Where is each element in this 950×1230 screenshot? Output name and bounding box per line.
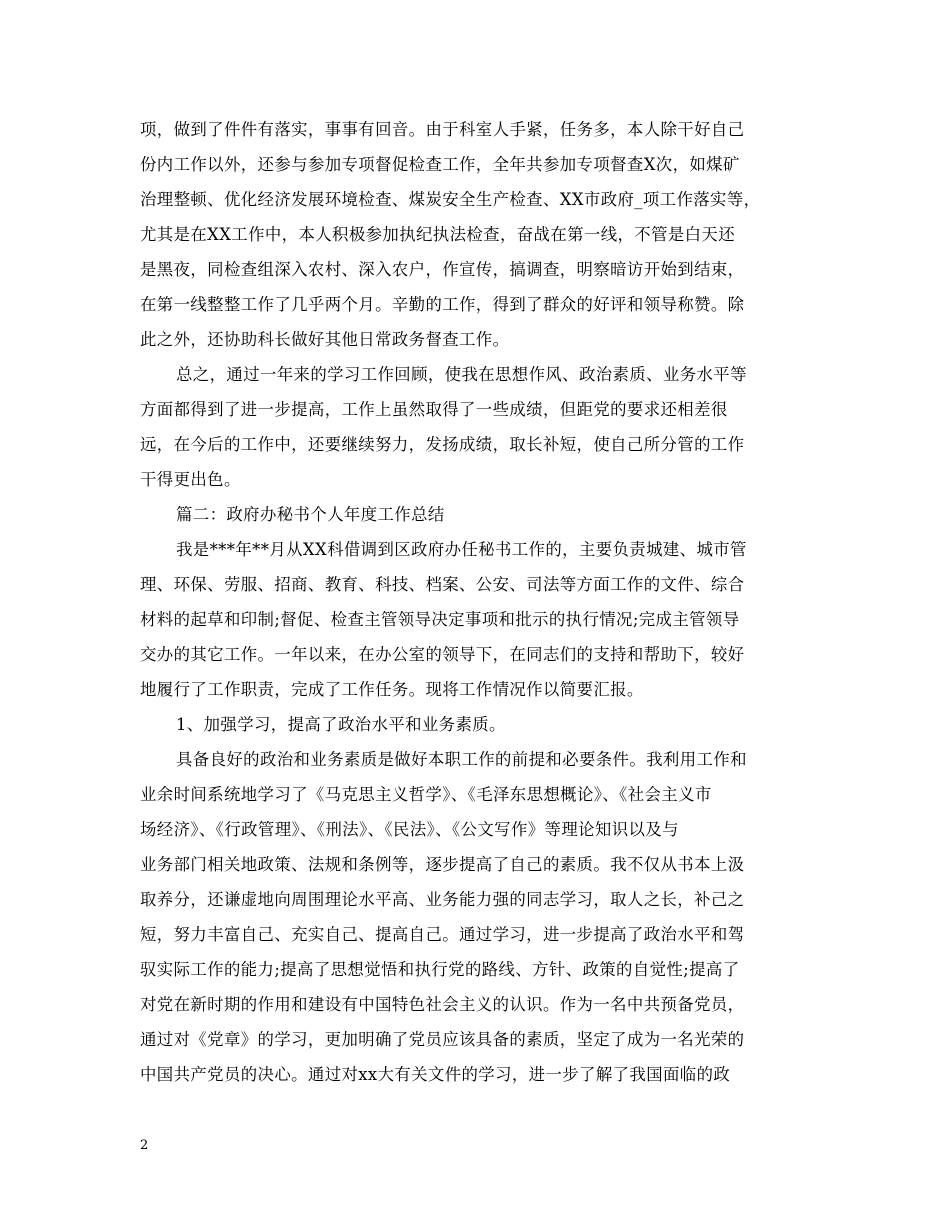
body-text: [140, 112, 820, 1092]
text-line: 远，在今后的工作中，还要继续努力，发扬成绩，取长补短，使自己所分管的工作: [140, 435, 745, 454]
text-line: 治理整顿、优化经济发展环境检查、煤炭安全生产检查、XX市政府_项工作落实等，: [140, 190, 761, 209]
text-line: 1、加强学习，提高了政治水平和业务素质。: [176, 715, 506, 734]
text-line: 取养分，还谦虚地向周围理论水平高、业务能力强的同志学习，取人之长，补己之: [140, 890, 745, 909]
text-line: 业务部门相关地政策、法规和条例等，逐步提高了自己的素质。我不仅从书本上汲: [140, 855, 745, 874]
text-line: 干得更出色。: [140, 470, 241, 489]
text-line: 篇二：政府办秘书个人年度工作总结: [176, 505, 445, 524]
text-line: 我是***年**月从XX科借调到区政府办任秘书工作的，主要负责城建、城市管: [176, 540, 747, 559]
text-line: 场经济》、《行政管理》、《刑法》、《民法》、《公文写作》等理论知识以及与: [140, 820, 679, 839]
text-line: 具备良好的政治和业务素质是做好本职工作的前提和必要条件。我利用工作和: [176, 750, 747, 769]
page-number: 2: [140, 1138, 149, 1153]
text-line: 对党在新时期的作用和建设有中国特色社会主义的认识。作为一名中共预备党员，: [140, 995, 745, 1014]
text-line: 份内工作以外，还参与参加专项督促检查工作，全年共参加专项督查X次，如煤矿: [140, 155, 740, 174]
text-line: 材料的起草和印制;督促、检查主管领导决定事项和批示的执行情况;完成主管领导: [140, 610, 740, 629]
text-line: 地履行了工作职责，完成了工作任务。现将工作情况作以简要汇报。: [140, 680, 644, 699]
text-line: 业余时间系统地学习了《马克思主义哲学》、《毛泽东思想概论》、《社会主义市: [140, 785, 712, 804]
text-line: 此之外，还协助科长做好其他日常政务督查工作。: [140, 330, 510, 349]
text-line: 短，努力丰富自己、充实自己、提高自己。通过学习，进一步提高了政治水平和驾: [140, 925, 745, 944]
text-line: 通过对《党章》的学习，更加明确了党员应该具备的素质，坚定了成为一名光荣的: [140, 1030, 745, 1049]
text-line: 驭实际工作的能力;提高了思想觉悟和执行党的路线、方针、政策的自觉性;提高了: [140, 960, 740, 979]
text-line: 方面都得到了进一步提高，工作上虽然取得了一些成绩，但距党的要求还相差很: [140, 400, 728, 419]
text-line: 在第一线整整工作了几乎两个月。辛勤的工作，得到了群众的好评和领导称赞。除: [140, 295, 745, 314]
text-line: 中国共产党员的决心。通过对xx大有关文件的学习，进一步了解了我国面临的政: [140, 1065, 731, 1084]
text-line: 项，做到了件件有落实，事事有回音。由于科室人手紧，任务多，本人除干好自己: [140, 120, 745, 139]
text-line: 尤其是在XX工作中，本人积极参加执纪执法检查，奋战在第一线，不管是白天还: [140, 225, 736, 244]
text-line: 是黑夜，同检查组深入农村、深入农户，作宣传，搞调查，明察暗访开始到结束，: [140, 260, 745, 279]
text-line: 交办的其它工作。一年以来，在办公室的领导下，在同志们的支持和帮助下，较好: [140, 645, 745, 664]
text-line: 总之，通过一年来的学习工作回顾，使我在思想作风、政治素质、业务水平等: [176, 365, 747, 384]
text-line: 理、环保、劳服、招商、教育、科技、档案、公安、司法等方面工作的文件、综合: [140, 575, 745, 594]
